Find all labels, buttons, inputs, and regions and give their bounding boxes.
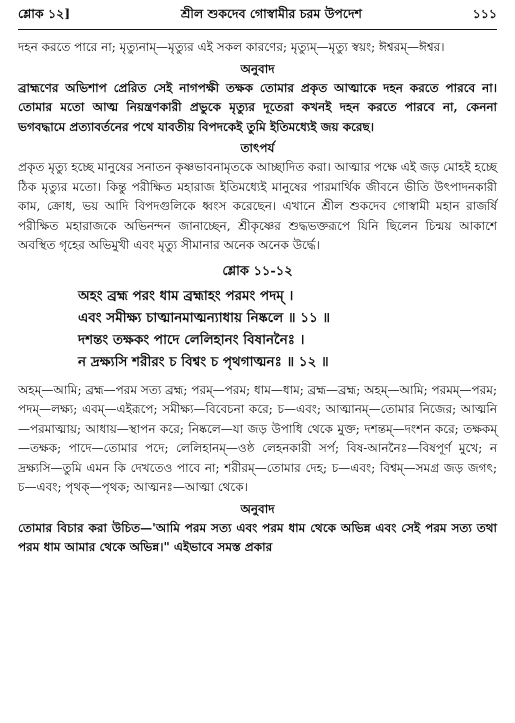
translation-heading-2: অনুবাদ <box>240 501 275 516</box>
header-rule <box>18 29 497 30</box>
page-header <box>18 6 497 26</box>
verse-line: এবং সমীক্ষ্য চাত্মানমাত্মন্যাধায় নিষ্কলে ॥ ১১ ॥ <box>78 309 331 326</box>
header-chapter-title: শ্রীল শুকদেব গোস্বামীর চরম উপদেশ <box>180 6 362 21</box>
verse-line: দশন্তং তক্ষকং পাদে লেলিহানং বিষাননৈঃ । <box>78 331 305 348</box>
verse-heading: শ্লোক ১১-১২ <box>222 263 293 279</box>
page-number: ১১১ <box>472 6 497 21</box>
verse-line: ন দ্রক্ষ্যসি শরীরং চ বিশ্বং চ পৃথগাত্মনঃ ॥ ১২ ॥ <box>78 353 329 370</box>
translation-text-2: তোমার বিচার করা উচিত—'আমি পরম সত্য এবং পরম ধাম থেকে অভিন্ন এবং সেই পরম সত্য তথা পরম ধাম আমার থেকে অভিন্ন।" এইভাবে সমস্ত প্রকার <box>18 520 497 554</box>
header-verse-ref: শ্লোক ১২] <box>18 6 71 21</box>
verse-block <box>78 285 497 373</box>
verse-line: অহং ব্রহ্ম পরং ধাম ব্রহ্মাহং পরমং পদম্ । <box>78 287 294 304</box>
translation-text: ব্রাহ্মণের অভিশাপ প্রেরিত সেই নাগপক্ষী তক্ষক তোমার প্রকৃত আত্মাকে দহন করতে পারবে না। তোমার মতো আত্ম নিয়ন্ত্রণকারী প্রভুকে মৃত্যুর দূতেরা কখনই দহন করতে পারবে না, কেননা ভগবদ্ধামে প্রত্যাবর্তনের পথে যাবতীয় বিপদকেই তুমি ইতিমধ্যেই জয় করেছ। <box>18 80 497 134</box>
purport-heading: তাৎপর্য <box>240 141 275 155</box>
translation-heading: অনুবাদ <box>240 61 275 76</box>
purport-text: প্রকৃত মৃত্যু হচ্ছে মানুষের সনাতন কৃষ্ণভাবনামৃতকে আচ্ছাদিত করা। আত্মার পক্ষে এই জড় মোহই হচ্ছে ঠিক মৃত্যুর মতো। কিন্তু পরীক্ষিত মহারাজ ইতিমধ্যেই মানুষের পারমার্থিক জীবনে ভীতি উৎপাদনকারী কাম, ক্রোধ, ভয় আদি বিপদগুলিকে ধ্বংস করেছেন। এখানে শ্রীল শুকদেব গোস্বামী মহান রাজর্ষি পরীক্ষিত মহারাজকে অভিনন্দন জানাচ্ছেন, শ্রীকৃষ্ণের শুদ্ধভক্তরূপে যিনি ছিলেন চিন্ময় আকাশে অবস্থিত গৃহের অভিমুখী এবং মৃত্যু সীমানার অনেক অনেক উর্দ্ধে। <box>18 160 497 252</box>
synonyms-text: অহম্—আমি; ব্রহ্ম—পরম সত্য ব্রহ্ম; পরম্—পরম; ধাম—ধাম; ব্রহ্ম—ব্রহ্ম; অহম্—আমি; পরমম্—পরম; পদম্—লক্ষ্য; এবম্—এইরূপে; সমীক্ষ্য—বিবেচনা করে; চ—এবং; আত্মানম্—তোমার নিজের; আত্মনি—পরমাত্মায়; আধায়—স্থাপন করে; নিষ্কলে—যা জড় উপাধি থেকে মুক্ত; দশন্তম্—দংশন করে; তক্ষকম্—তক্ষক; পাদে—তোমার পদে; লেলিহানম্—ওষ্ঠ লেহনকারী সর্প; বিষ-আননৈঃ—বিষপূর্ণ মুখে; ন দ্রক্ষ্যসি—তুমি এমন কি দেখতেও পাবে না; শরীরম্—তোমার দেহ; চ—এবং; বিশ্বম্—সমগ্র জড় জগৎ; চ—এবং; পৃথক্—পৃথক; আত্মনঃ—আত্মা থেকে। <box>18 382 497 494</box>
synonyms-continuation: দহন করতে পারে না; মৃত্যুনাম্—মৃত্যুর এই সকল কারণের; মৃত্যুম্—মৃত্যু স্বয়ং; ঈশ্বরম্—ঈশ্বর। <box>18 40 445 54</box>
